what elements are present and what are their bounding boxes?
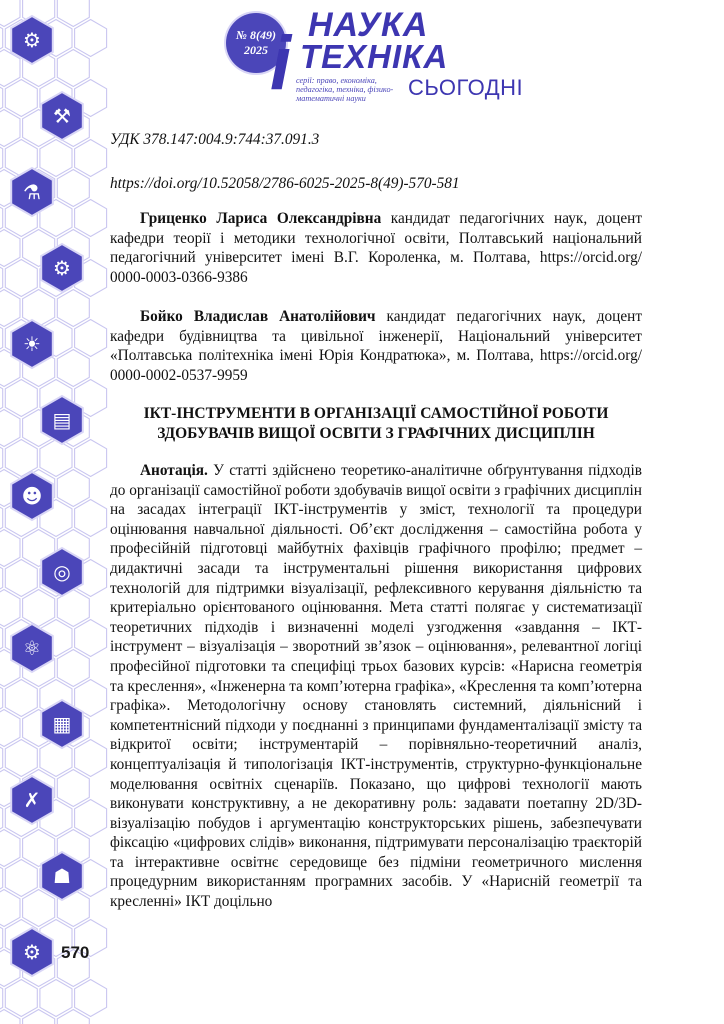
android-icon: ☗: [53, 864, 71, 888]
decorative-hexagon: [75, 740, 107, 777]
author-2-block: [110, 307, 642, 385]
decorative-hexagon: [23, 890, 55, 927]
chart-icon: ▤: [52, 408, 72, 432]
abstract: [110, 461, 642, 912]
decorative-hexagon: [75, 620, 107, 657]
decorative-hexagon: [5, 980, 37, 1017]
decorative-hexagon: [5, 260, 37, 297]
decorative-hexagon: [5, 380, 37, 417]
decorative-hexagon: [23, 290, 55, 327]
author-2-info: кандидат педагогічних наук, доцент кафедри будівництва та цивільної інженерії, Національний університет «Полтавська політехніка імені Юрія Кондратюка», м. Полтава, https://orcid.org/ 0000-0002-0537-9959: [110, 308, 642, 384]
decorative-hexagon: [0, 290, 20, 327]
journal-series: серії: право, економіка, педагогіка, техніка, фізико-математичні науки: [296, 76, 394, 103]
decorative-hexagon: [40, 440, 72, 477]
decorative-hexagon: [5, 440, 37, 477]
decorative-hexagon: [0, 830, 20, 867]
logo-tekhnika: ТЕХНІКА: [300, 38, 449, 75]
page-number: 570: [61, 943, 90, 962]
decorative-hexagon: [0, 710, 20, 747]
decorative-hexagon: [5, 680, 37, 717]
decorative-hexagon: [5, 80, 37, 117]
decorative-hexagon: [5, 740, 37, 777]
decorative-hexagon: [0, 530, 20, 567]
microscope-icon: ⚗: [23, 180, 41, 204]
issue-number: № 8(49): [236, 28, 276, 42]
decorative-hexagon: [75, 200, 107, 237]
gears-icon: ⚙: [53, 256, 71, 280]
article-title: [110, 404, 642, 443]
decorative-hexagon: [57, 290, 89, 327]
decorative-hexagon: [0, 890, 20, 927]
decorative-hexagon: [75, 980, 107, 1017]
issue-year: 2025: [244, 43, 268, 57]
decorative-hexagon: [5, 560, 37, 597]
author-1-name: Гриценко Лариса Олександрівна: [140, 210, 382, 227]
gears-icon: ⚙: [23, 940, 41, 964]
decorative-hexagon: [57, 650, 89, 687]
article-title-line-2: ЗДОБУВАЧІВ ВИЩОЇ ОСВІТИ З ГРАФІЧНИХ ДИСЦИПЛІН: [157, 424, 595, 442]
author-1-info: кандидат педагогічних наук, доцент кафедри теорії і методики технологічної освіти, Полтавський національний педагогічний університет імені В.Г. Короленка, м. Полтава, https://orcid.org/ 0000-0003-0366-9386: [110, 210, 642, 286]
decorative-hexagon: [0, 110, 20, 147]
author-1-block: [110, 209, 642, 287]
decorative-hexagon: [40, 140, 72, 177]
tools-icon: ✗: [23, 788, 41, 812]
logo-letter-i: i: [270, 21, 290, 106]
decorative-hexagon: [40, 980, 72, 1017]
robot-arm-icon: ⚒: [53, 104, 71, 128]
abstract-text: У статті здійснено теоретико-аналітичне обґрунтування підходів до організації самостійної роботи здобувачів вищої освіти з графічних дисциплін на засадах інтеграції ІКТ-інструментів у зміст, технології та процедури оцінювання навчальної діяльності. Об’єкт дослідження – самостійна робота у професійній підготовці майбутніх фахівців графічного профілю; предмет – дидактичні засади та інструментальні рішення використання цифрових технологій для підтримки візуалізації, рефлексивного керування діяльністю та критеріально орієнтованого оцінювання. Мета статті полягає у систематизації теоретичних підходів і визначенні моделі узгодження «завдання – ІКТ-інструмент – візуалізація – зворотний зв’язок – оцінювання», релевантної логіці професійної підготовки та специфіці трьох базових курсів: «Нарисна геометрія та креслення», «Інженерна та комп’ютерна графіка», «Креслення та комп’ютерна графіка». Методологічну основу становлять системний, діяльнісний і компетентнісний підходи у поєднанні з принципами фундаменталізації змісту та відкритої освіти; інструментарій – порівняльно-теоретичний аналіз, концептуалізація й типологізація ІКТ-інструментів, структурно-функціональне моделювання освітніх сценаріїв. Показано, що цифрові технології мають виконувати конструктивну, а не декоративну роль: задавати поетапну 2D/3D-візуалізацію побудов і аргументацію конструкторських рішень, забезпечувати фіксацію «цифрових слідів» виконання, підтримувати персоналізацію траєкторій та інтерактивне освітнє середовище без підміни геометричного мислення процедурним використанням програмних засобів. У «Нарисній геометрії та кресленні» ІКТ доцільно: [110, 462, 642, 911]
lightbulb-icon: ☀: [23, 332, 41, 356]
decorative-hexagon: [23, 590, 55, 627]
decorative-hexagon: [0, 410, 20, 447]
decorative-hexagon: [0, 590, 20, 627]
circuit-icon: ▦: [52, 712, 72, 736]
head-gear-icon: ☻: [21, 484, 43, 508]
author-2-name: Бойко Владислав Анатолійович: [140, 308, 376, 325]
logo-nauka: НАУКА: [308, 6, 429, 44]
decorative-hexagon: [0, 230, 20, 267]
decorative-hexagon: [57, 770, 89, 807]
atom-icon: ⚛: [23, 636, 41, 660]
decorative-hexagon: [75, 320, 107, 357]
decorative-hexagon: [57, 470, 89, 507]
brain-gear-icon: ⚙: [23, 28, 41, 52]
decorative-hexagon: [57, 350, 89, 387]
decorative-hexagon: [57, 50, 89, 87]
hexagon-decoration-strip: [0, 0, 110, 1024]
doi-link[interactable]: https://doi.org/10.52058/2786-6025-2025-8(49)-570-581: [110, 175, 460, 192]
article-title-line-1: ІКТ-ІНСТРУМЕНТИ В ОРГАНІЗАЦІЇ САМОСТІЙНОЇ РОБОТИ: [143, 405, 609, 422]
logo-sogodni: СЬОГОДНІ: [408, 75, 524, 100]
decorative-hexagon: [57, 170, 89, 207]
decorative-hexagon: [75, 500, 107, 537]
decorative-hexagon: [75, 800, 107, 837]
decorative-hexagon: [75, 440, 107, 477]
udc-code: УДК 378.147:004.9:744:37.091.3: [110, 131, 320, 148]
abstract-label: Анотація.: [140, 462, 208, 479]
globe-icon: ◎: [53, 560, 71, 584]
decorative-hexagon: [75, 20, 107, 57]
decorative-hexagon: [5, 860, 37, 897]
decorative-hexagon: [75, 140, 107, 177]
